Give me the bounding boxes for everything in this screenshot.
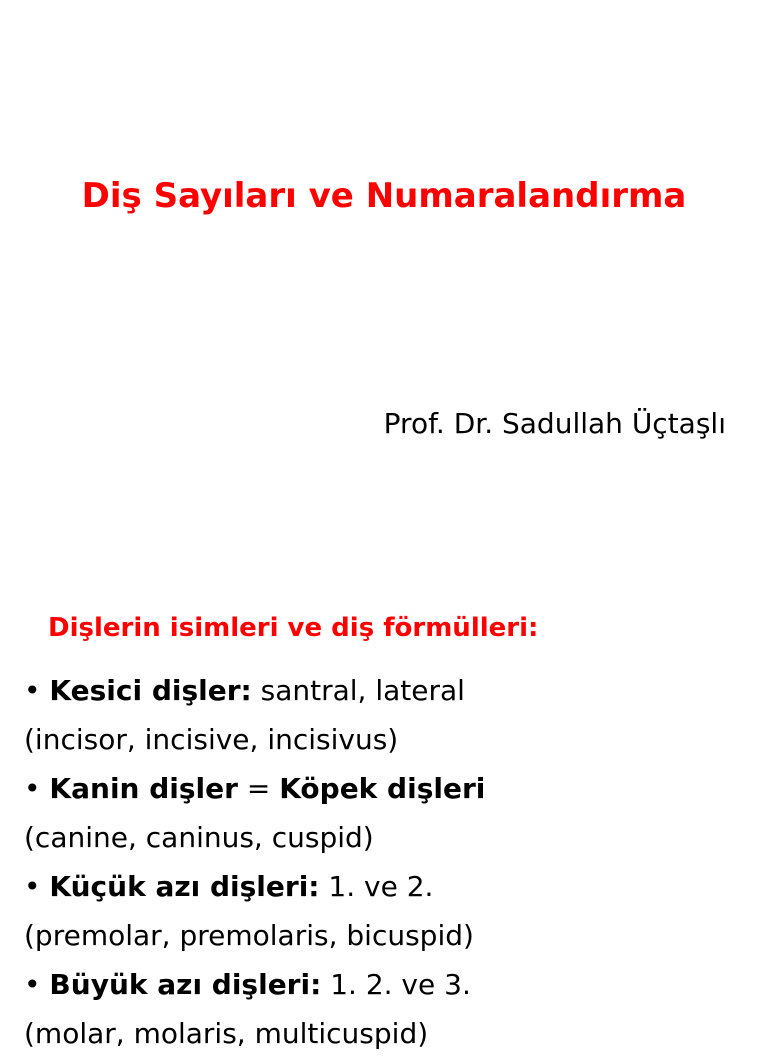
synonyms-premolars: (premolar, premolaris, bicuspid) <box>24 919 474 952</box>
bullet: • <box>24 674 41 707</box>
term-alias: Köpek dişleri <box>279 772 486 805</box>
detail: 1. ve 2. <box>319 870 434 903</box>
synonyms-molars: (molar, molaris, multicuspid) <box>24 1017 429 1050</box>
term: Küçük azı dişleri: <box>49 870 320 903</box>
synonyms-incisors: (incisor, incisive, incisivus) <box>24 723 399 756</box>
synonyms-canines: (canine, caninus, cuspid) <box>24 821 374 854</box>
detail: 1. 2. ve 3. <box>321 968 471 1001</box>
author-name: Prof. Dr. Sadullah Üçtaşlı <box>383 407 726 440</box>
list-item-incisors <box>24 666 754 715</box>
section-heading: Dişlerin isimleri ve diş förmülleri: <box>48 613 539 643</box>
list-item-molars <box>24 960 754 1009</box>
content-slide <box>0 580 768 1050</box>
list-item-canines <box>24 764 754 813</box>
bullet: • <box>24 968 41 1001</box>
term: Büyük azı dişleri: <box>49 968 322 1001</box>
detail: santral, lateral <box>251 674 465 707</box>
list-item-premolars <box>24 862 754 911</box>
term: Kesici dişler: <box>49 674 252 707</box>
slide-title: Diş Sayıları ve Numaralandırma <box>81 176 687 216</box>
bullet: • <box>24 870 41 903</box>
separator: = <box>237 772 280 805</box>
bullet: • <box>24 772 41 805</box>
teeth-list <box>24 666 754 1058</box>
term: Kanin dişler <box>49 772 238 805</box>
